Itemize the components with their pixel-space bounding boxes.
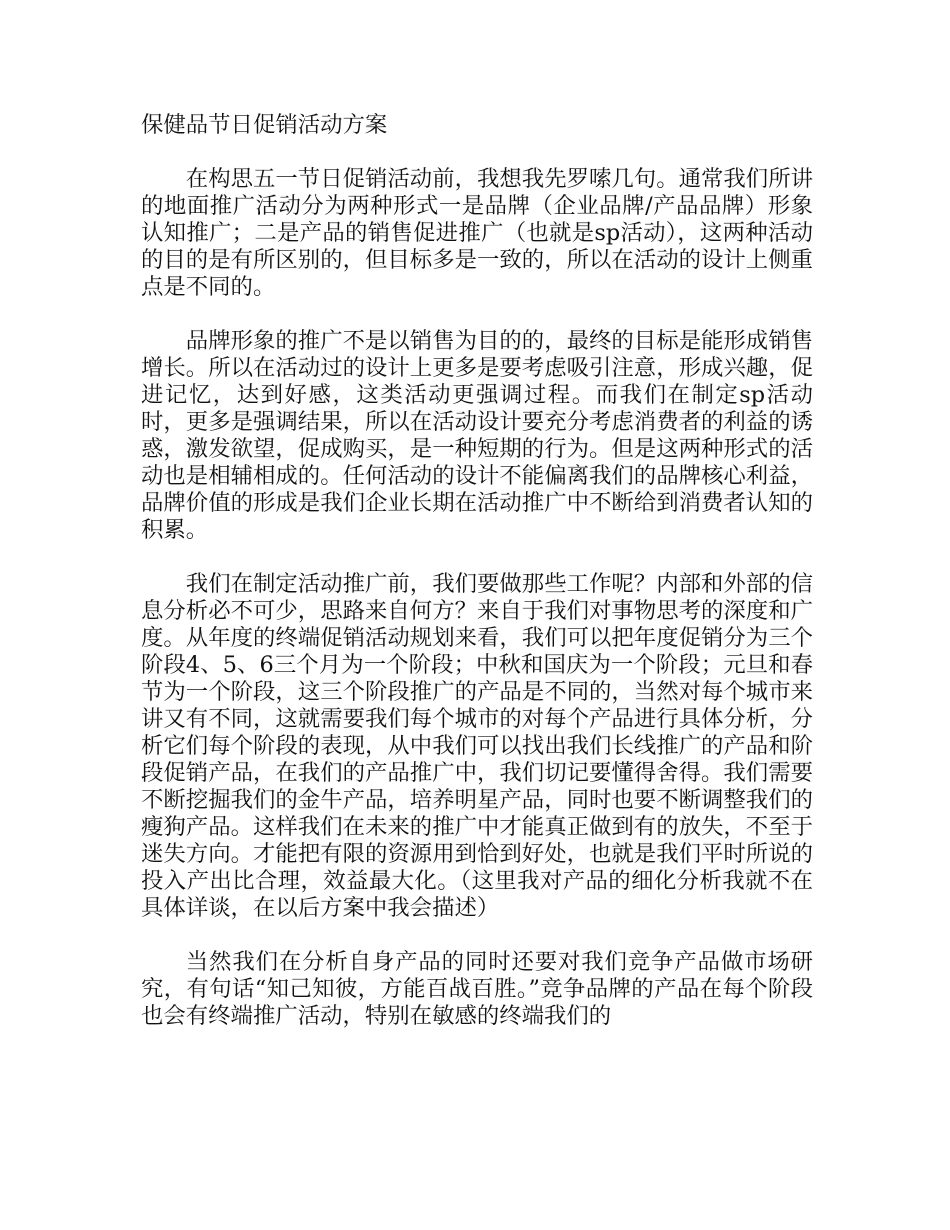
paragraph-brand-promotion: 品牌形象的推广不是以销售为目的的，最终的目标是能形成销售增长。所以在活动过的设计上更多是要考虑吸引注意，形成兴趣，促进记忆，达到好感，这类活动更强调过程。而我们在制定sp活动时，更多是强调结果，所以在活动设计要充分考虑消费者的利益的诱惑，激发欲望，促成购买，是一种短期的行为。但是这两种形式的活动也是相辅相成的。任何活动的设计不能偏离我们的品牌核心利益，品牌价值的形成是我们企业长期在活动推广中不断给到消费者认知的积累。 bbox=[141, 328, 813, 543]
paragraph-planning-analysis: 我们在制定活动推广前，我们要做那些工作呢？内部和外部的信息分析必不可少，思路来自何方？来自于我们对事物思考的深度和广度。从年度的终端促销活动规划来看，我们可以把年度促销分为三个阶段4、5、6三个月为一个阶段；中秋和国庆为一个阶段；元旦和春节为一个阶段，这三个阶段推广的产品是不同的，当然对每个城市来讲又有不同，这就需要我们每个城市的对每个产品进行具体分析，分析它们每个阶段的表现，从中我们可以找出我们长线推广的产品和阶段促销产品，在我们的产品推广中，我们切记要懂得舍得。我们需要不断挖掘我们的金牛产品，培养明星产品，同时也要不断调整我们的瘦狗产品。这样我们在未来的推广中才能真正做到有的放失，不至于迷失方向。才能把有限的资源用到恰到好处，也就是我们平时所说的投入产出比合理，效益最大化。（这里我对产品的细化分析我就不在具体详谈，在以后方案中我会描述） bbox=[141, 571, 813, 921]
paragraph-intro: 在构思五一节日促销活动前，我想我先罗嗦几句。通常我们所讲的地面推广活动分为两种形式一是品牌（企业品牌/产品品牌）形象认知推广；二是产品的销售促进推广（也就是sp活动），这两种活动的目的是有所区别的，但目标多是一致的，所以在活动的设计上侧重点是不同的。 bbox=[141, 166, 813, 300]
paragraph-competitor-research: 当然我们在分析自身产品的同时还要对我们竞争产品做市场研究，有句话“知己知彼，方能百战百胜。”竞争品牌的产品在每个阶段也会有终端推广活动，特别在敏感的终端我们的 bbox=[141, 949, 813, 1029]
document-title: 保健品节日促销活动方案 bbox=[141, 112, 388, 138]
document-page bbox=[141, 112, 813, 1057]
